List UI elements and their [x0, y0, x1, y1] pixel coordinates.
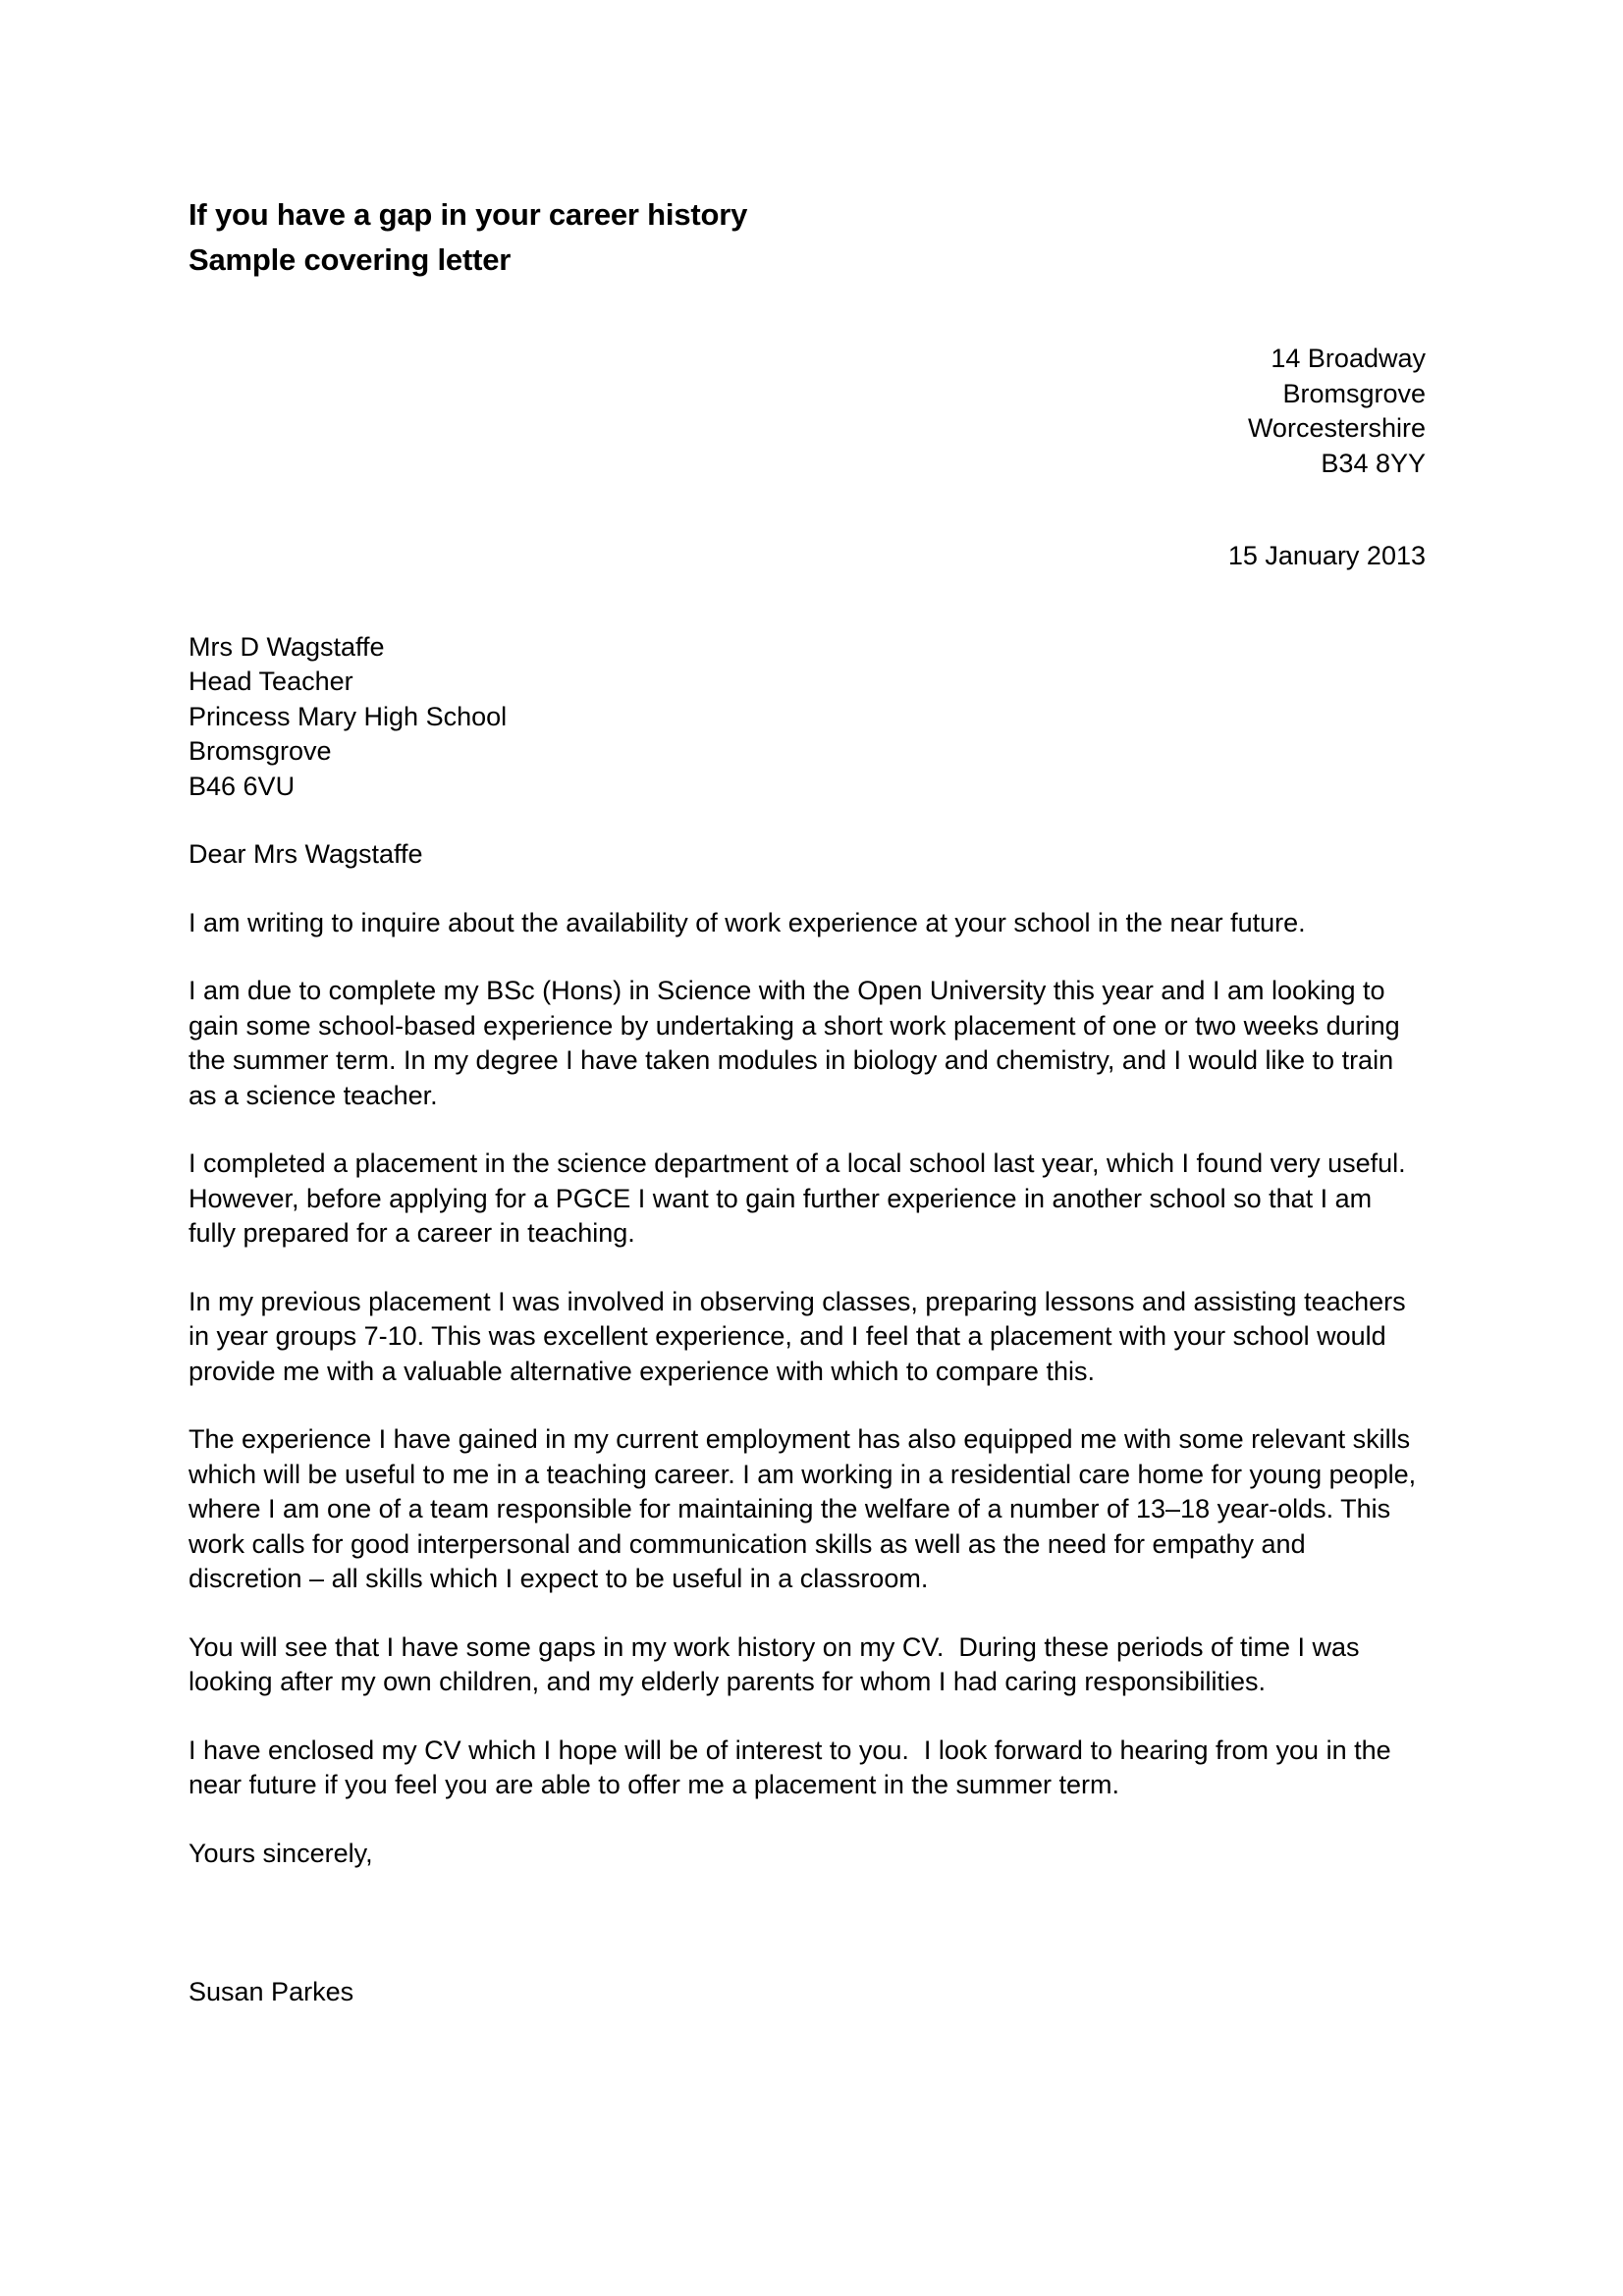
closing-salutation: Yours sincerely, — [189, 1838, 373, 1868]
recipient-job-title: Head Teacher — [189, 667, 353, 696]
recipient-postcode: B46 6VU — [189, 771, 296, 801]
page-title — [189, 192, 1426, 283]
page-title-line-2: Sample covering letter — [189, 242, 512, 277]
body-paragraph-5: The experience I have gained in my current employment has also equipped me with some relevant skills which will be useful to me in a teaching career. I am working in a residential care home for young people, where I am one of a team responsible for maintaining the welfare of a number of 13–18 year-olds. This work calls for good interpersonal and communication skills as well as the need for empathy and discretion – all skills which I expect to be useful in a classroom. — [189, 1424, 1424, 1593]
recipient-town: Bromsgrove — [189, 736, 332, 766]
body-paragraph-3: I completed a placement in the science department of a local school last year, which I found very useful. However, before applying for a PGCE I want to gain further experience in another school so that I am fully prepared for a career in teaching. — [189, 1148, 1414, 1248]
recipient-organisation: Princess Mary High School — [189, 701, 508, 731]
letter-body — [189, 906, 1426, 1803]
sender-address-line-1: 14 Broadway — [1271, 344, 1426, 373]
letter-date: 15 January 2013 — [1227, 541, 1426, 570]
body-paragraph-7: I have enclosed my CV which I hope will be of interest to you. I look forward to hearing from you in the near future if you feel you are able to offer me a placement in the summer term. — [189, 1735, 1399, 1799]
sender-address-block — [189, 342, 1426, 481]
sender-address-line-2: Bromsgrove — [1282, 378, 1426, 408]
signatory-name: Susan Parkes — [189, 1977, 354, 2006]
salutation: Dear Mrs Wagstaffe — [189, 839, 423, 869]
signature-space — [189, 1871, 1426, 1975]
body-paragraph-1: I am writing to inquire about the availability of work experience at your school in the near future. — [189, 907, 1306, 937]
body-paragraph-4: In my previous placement I was involved in observing classes, preparing lessons and assisting teachers in year groups 7-10. This was excellent experience, and I feel that a placement with your school would provide me with a valuable alternative experience with which to compare this. — [189, 1286, 1414, 1386]
letter-content — [189, 192, 1426, 2010]
recipient-name: Mrs D Wagstaffe — [189, 631, 385, 662]
sender-postcode: B34 8YY — [1321, 448, 1426, 478]
recipient-address-block — [189, 630, 1426, 805]
body-paragraph-6: You will see that I have some gaps in my work history on my CV. During these periods of time I was looking after my own children, and my elderly parents for whom I had caring responsibilities. — [189, 1631, 1368, 1696]
sender-address-line-3: Worcestershire — [1247, 413, 1426, 443]
body-paragraph-2: I am due to complete my BSc (Hons) in Science with the Open University this year and I am looking to gain some school-based experience by undertaking a short work placement of one or two weeks during the summer term. In my degree I have taken modules in biology and chemistry, and I would like to train as a science teacher. — [189, 976, 1408, 1110]
page-title-line-1: If you have a gap in your career history — [189, 197, 748, 232]
